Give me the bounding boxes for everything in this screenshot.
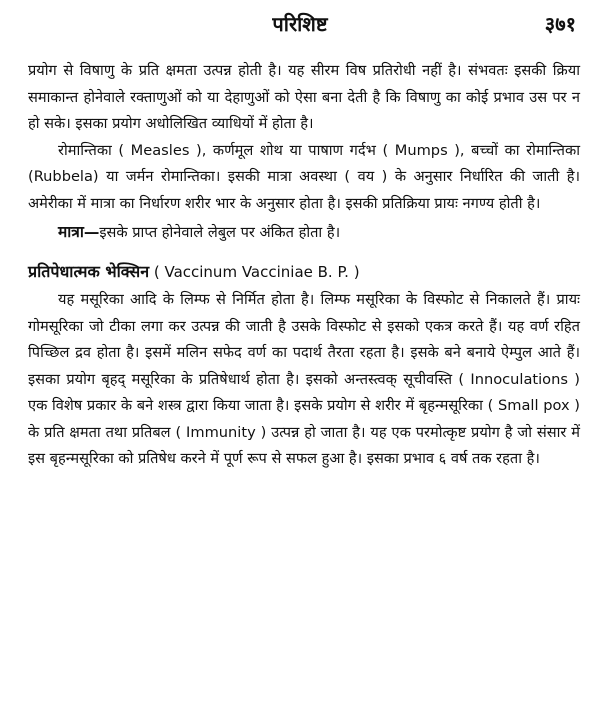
page-header (0, 6, 600, 40)
page-number: ३७१ (544, 12, 576, 36)
heading-hindi: प्रतिपेधात्मक भेक्सिन (28, 261, 150, 281)
paragraph-indications: रोमान्तिका ( Measles ), कर्णमूल शोथ या पाषाण गर्दभ ( Mumps ), बच्चों का रोमान्तिका (Rubbela) या जर्मन रोमान्तिका। इसकी मात्रा अवस्था ( वय ) के अनुसार निर्धारित की जाती है। अमेरीका में मात्रा का निर्धारण शरीर भार के अनुसार होता है। इसकी प्रतिक्रिया प्रायः नगण्य होती है। (28, 141, 580, 212)
dosage-label: मात्रा— (58, 223, 100, 241)
heading-latin: ( Vaccinum Vacciniae B. P. ) (153, 262, 360, 281)
paragraph-dosage (28, 219, 580, 247)
paragraph-vaccine: यह मसूरिका आदि के लिम्फ से निर्मित होता है। लिम्फ मसूरिका के विस्फोट से निकालते हैं। प्रायः गोमसूरिका जो टीका लगा कर उत्पन्न की जाती है उसके विस्फोट से इसको एकत्र करते हैं। यह वर्ण रहित पिच्छिल द्रव होता है। इसमें मलिन सफेद वर्ण का पदार्थ तैरता रहता है। इसके बने बनाये ऐम्पुल आते हैं। इसका प्रयोग बृहद् मसूरिका के प्रतिषेधार्थ होता है। इसको अन्तस्त्वक् सूचीवस्ति ( Innoculations ) एक विशेष प्रकार के बने शस्त्र द्वारा किया जाता है। इसके प्रयोग से शरीर में बृहन्मसूरिका ( Small pox ) के प्रति क्षमता तथा प्रतिबल ( Immunity ) उत्पन्न हो जाता है। यह एक परमोत्कृष्ट प्रयोग है जो संसार में इस बृहन्मसूरिका को प्रतिषेध करने में पूर्ण रूप से सफल हुआ है। इसका प्रभाव ६ वर्ष तक रहता है। (28, 291, 580, 467)
section-heading (28, 259, 580, 286)
paragraph-immunity: प्रयोग से विषाणु के प्रति क्षमता उत्पन्न होती है। यह सीरम विष प्रतिरोधी नहीं है। संभवतः इसकी क्रिया समाकान्त होनेवाले रक्ताणुओं को या देहाणुओं को ऐसा बना देती है कि विषाणु का कोई प्रभाव उस पर न हो सके। इसका प्रयोग अधोलिखित व्याधियों में होता है। (28, 62, 580, 132)
dosage-text: इसके प्राप्त होनेवाले लेबुल पर अंकित होता है। (99, 224, 341, 241)
body-text (28, 58, 580, 473)
running-head: परिशिष्ट (272, 12, 328, 36)
